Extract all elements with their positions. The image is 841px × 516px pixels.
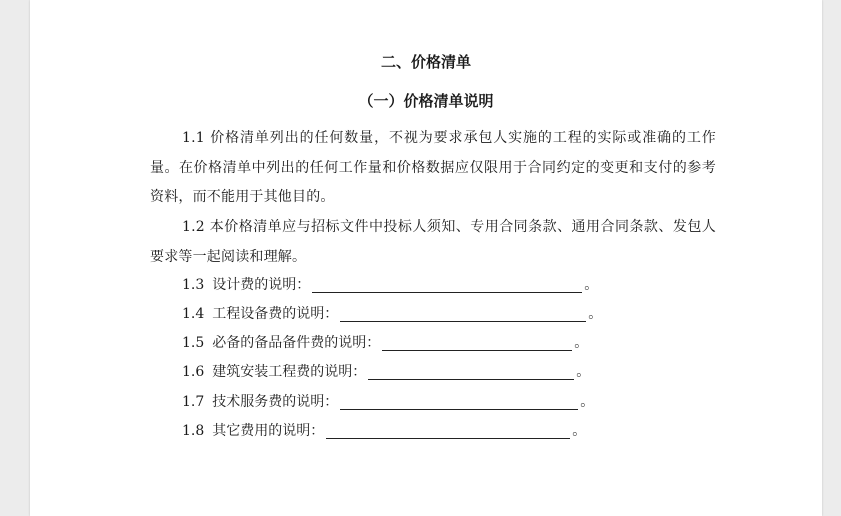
item-1-7 — [182, 390, 594, 414]
item-end-punctuation: 。 — [584, 277, 599, 293]
item-label: 其它费用的说明： — [212, 423, 325, 439]
item-1-3 — [182, 273, 598, 297]
paragraph-1-2: 1.2 本价格清单应与招标文件中投标人须知、专用合同条款、通用合同条款、发包人要求等一起阅读和理解。 — [150, 219, 716, 265]
fill-in-blank — [326, 420, 570, 439]
item-number: 1.5 — [182, 335, 205, 351]
fill-in-blank — [340, 391, 578, 410]
item-end-punctuation: 。 — [588, 306, 603, 322]
item-number: 1.8 — [182, 423, 205, 439]
item-number: 1.6 — [182, 364, 205, 380]
item-number: 1.7 — [182, 394, 205, 410]
item-label: 技术服务费的说明： — [212, 394, 339, 410]
section-title: 二、价格清单 — [380, 53, 471, 71]
fill-in-blank — [368, 361, 574, 380]
item-end-punctuation: 。 — [580, 394, 595, 410]
fill-in-blank — [340, 303, 586, 322]
item-label: 必备的备品备件费的说明： — [212, 335, 381, 351]
item-label: 建筑安装工程费的说明： — [212, 364, 367, 380]
item-end-punctuation: 。 — [574, 335, 589, 351]
item-number: 1.4 — [182, 306, 205, 322]
item-end-punctuation: 。 — [572, 423, 587, 439]
document-page — [30, 0, 822, 516]
item-label: 工程设备费的说明： — [212, 306, 339, 322]
item-label: 设计费的说明： — [212, 277, 311, 293]
section-subtitle: （一）价格清单说明 — [358, 92, 494, 110]
item-1-5 — [182, 331, 588, 355]
paragraph-1-1: 1.1 价格清单列出的任何数量，不视为要求承包人实施的工程的实际或准确的工作量。在价格清单中列出的任何工作量和价格数据应仅限用于合同约定的变更和支付的参考资料，而不能用于其他目的。 — [150, 130, 716, 205]
item-end-punctuation: 。 — [576, 364, 591, 380]
fill-in-blank — [312, 274, 582, 293]
item-1-8 — [182, 419, 586, 443]
fill-in-blank — [382, 332, 572, 351]
item-1-4 — [182, 302, 602, 326]
item-number: 1.3 — [182, 277, 205, 293]
item-1-6 — [182, 360, 590, 384]
